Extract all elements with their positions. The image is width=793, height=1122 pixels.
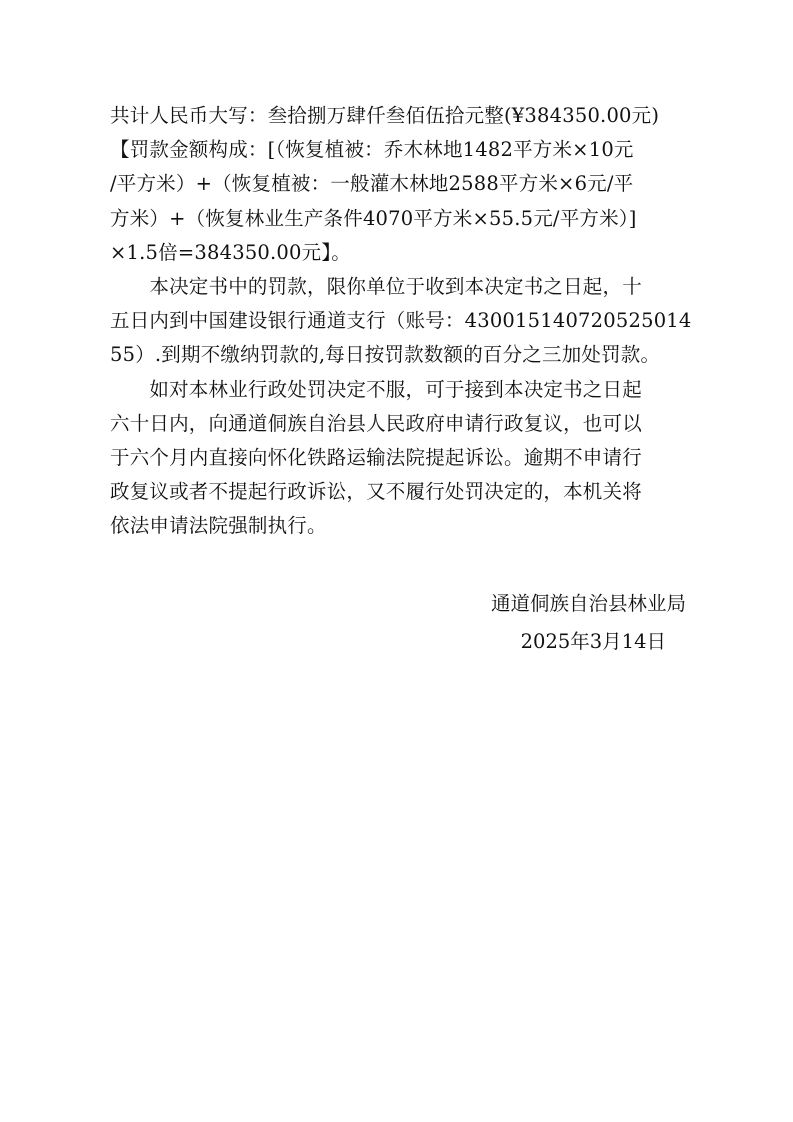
text-line: 【罚款金额构成：[（恢复植被：乔木林地1482平方米×10元 (110, 138, 634, 162)
fine-total-paragraph (110, 99, 688, 270)
text-line: 六十日内，向通道侗族自治县人民政府申请行政复议，也可以 (110, 411, 642, 435)
text-line: 于六个月内直接向怀化铁路运输法院提起诉讼。逾期不申请行 (110, 445, 642, 469)
text-line: 如对本林业行政处罚决定不服，可于接到本决定书之日起 (110, 377, 642, 401)
text-line: 共计人民币大写：叁拾捌万肆仟叁佰伍拾元整(¥384350.00元) (110, 104, 660, 127)
text-line: 依法申请法院强制执行。 (110, 514, 327, 538)
text-line: 政复议或者不提起行政诉讼，又不履行处罚决定的，本机关将 (110, 480, 642, 504)
text-line: 方米）+（恢复林业生产条件4070平方米×55.5元/平方米）] (110, 206, 637, 230)
issue-date: 2025年3月14日 (520, 630, 666, 653)
text-line: 55）.到期不缴纳罚款的,每日按罚款数额的百分之三加处罚款。 (110, 343, 661, 367)
signature-block (491, 585, 686, 661)
appeal-rights-paragraph (110, 373, 688, 544)
text-line: /平方米）+（恢复植被：一般灌木林地2588平方米×6元/平 (110, 172, 634, 196)
issuing-authority: 通道侗族自治县林业局 (490, 592, 686, 615)
text-line: 五日内到中国建设银行通道支行（账号：430015140720525014 (110, 309, 692, 333)
payment-deadline-paragraph (110, 270, 692, 373)
text-line: 本决定书中的罚款，限你单位于收到本决定书之日起，十 (110, 275, 642, 298)
text-line: ×1.5倍=384350.00元】。 (110, 240, 351, 264)
